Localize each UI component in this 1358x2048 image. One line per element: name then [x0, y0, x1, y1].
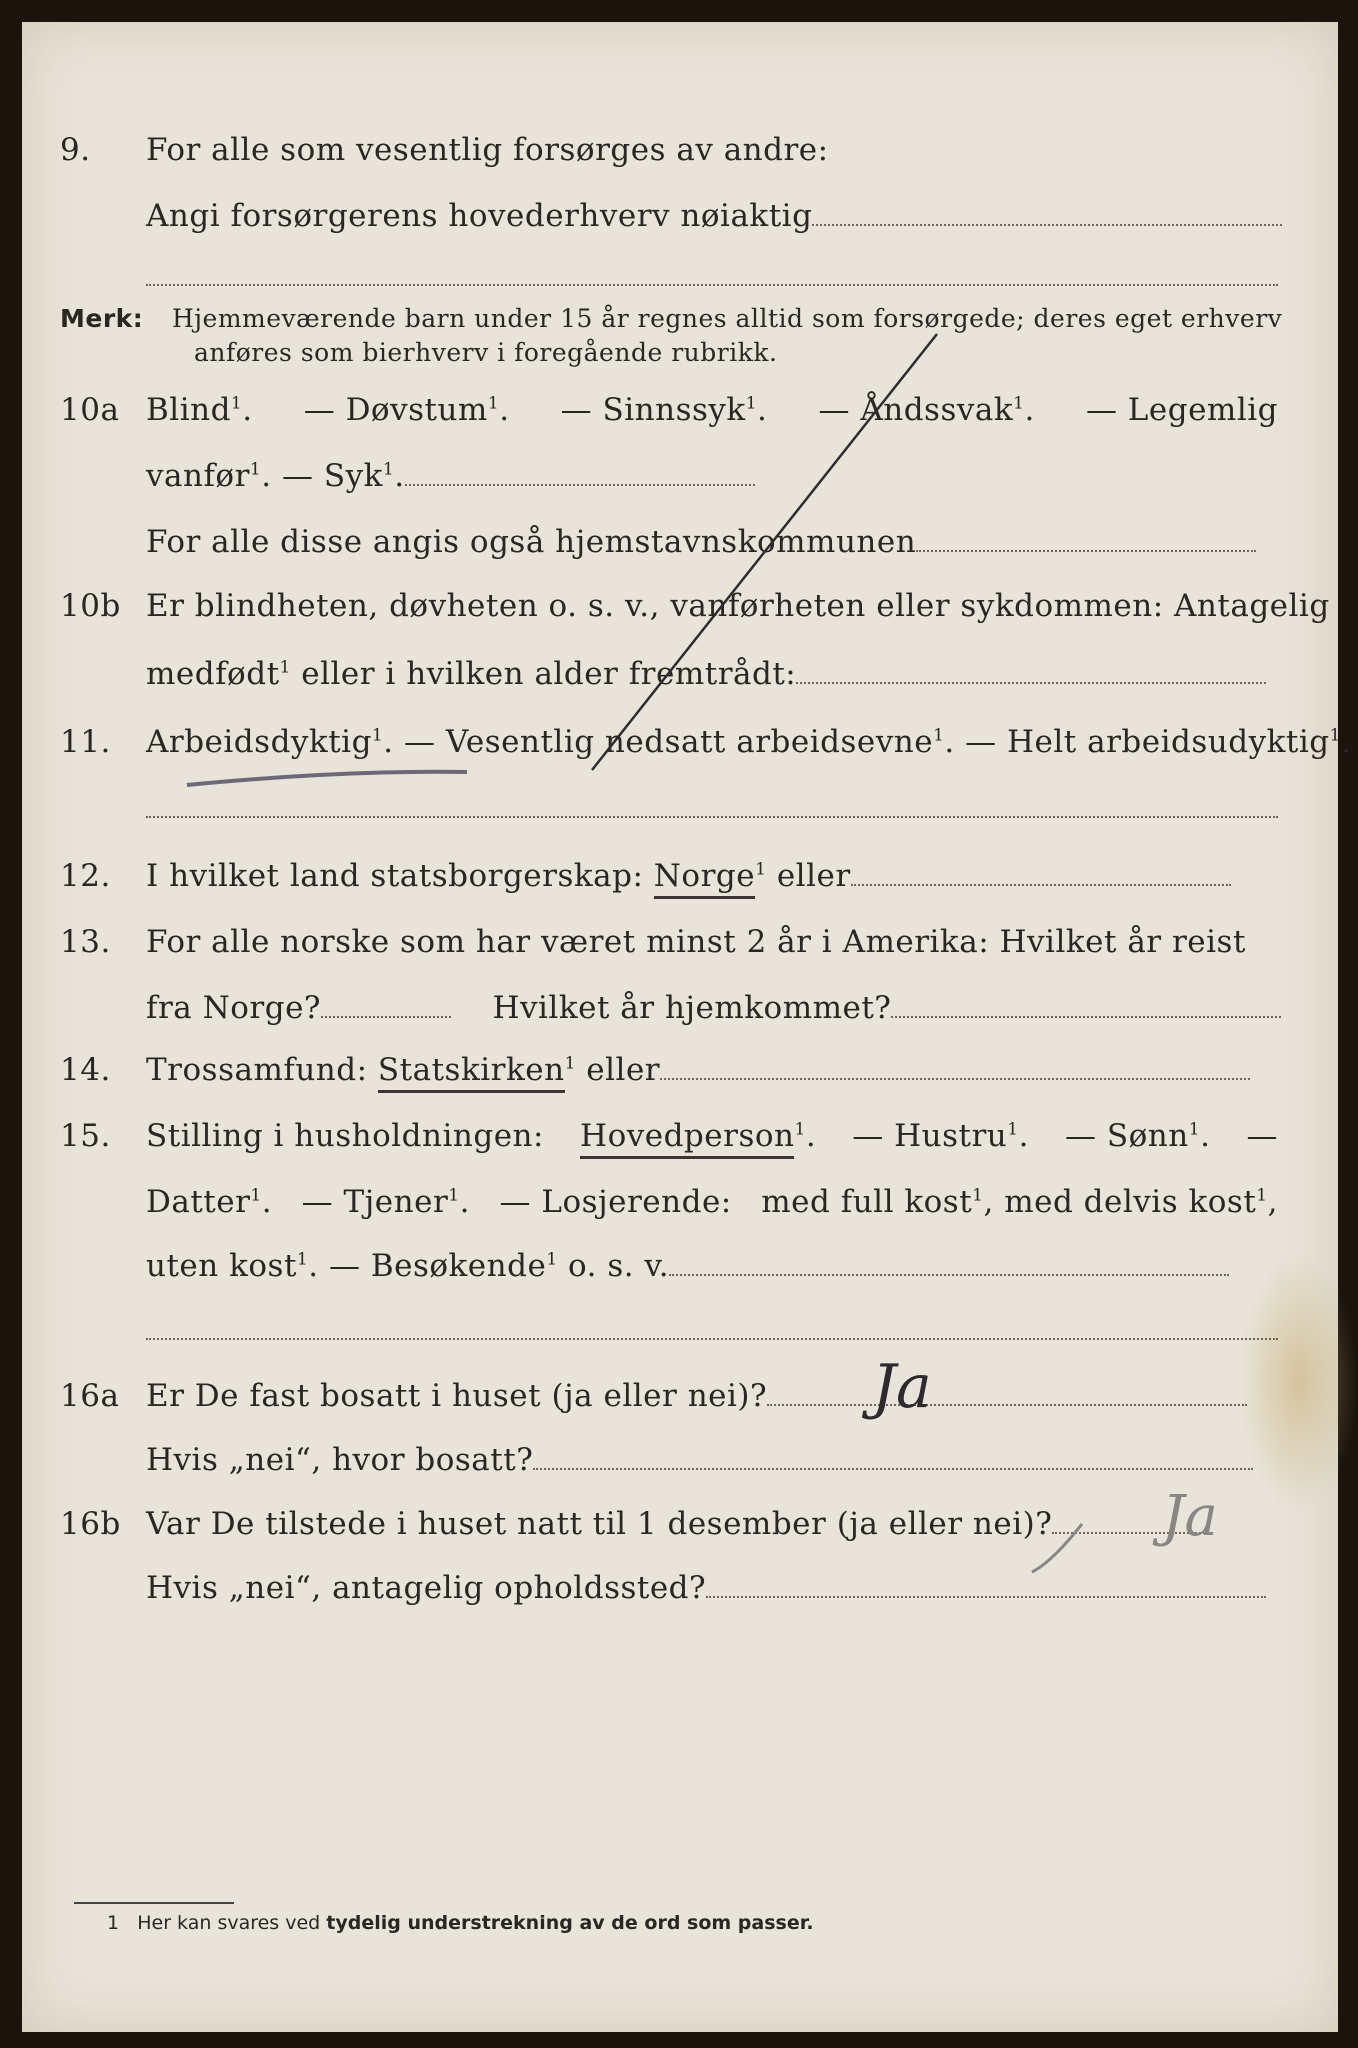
- note-text-1: Hjemmeværende barn under 15 år regnes alltid som forsørgede; deres eget erhverv: [172, 304, 1283, 333]
- question-9-text: For alle som vesentlig forsørges av andre:: [146, 132, 829, 168]
- option-udyktig: — Helt arbeidsudyktig: [965, 724, 1330, 760]
- footnote-mark: 1: [107, 1912, 120, 1934]
- question-12-line: 12. I hvilket land statsborgerskap: Norge$^1$ eller: [22, 858, 1338, 918]
- option-medfodt: medfødt: [146, 656, 280, 692]
- option-statskirken: Statskirken: [378, 1052, 565, 1093]
- question-16b-number: 16b: [60, 1506, 121, 1542]
- question-10a-line1: 10a Blind$^1$. — Døvstum$^1$. — Sinnssyk$^1$. — Åndssvak$^1$. — Legemlig: [60, 392, 1278, 428]
- option-legemlig: — Legemlig: [1085, 392, 1278, 428]
- question-10a-number: 10a: [60, 392, 120, 428]
- hjemkommet-prompt: Hvilket år hjemkommet?: [492, 990, 892, 1026]
- handwritten-answer-16b: Ja: [1162, 1484, 1218, 1549]
- bosatt-prompt: Hvis „nei“, hvor bosatt?: [146, 1442, 534, 1478]
- footnote-text: Her kan svares ved: [137, 1912, 321, 1934]
- question-10b-line2: medfødt$^1$ eller i hvilken alder fremtrådt:: [22, 656, 1338, 716]
- option-nedsatt: — Vesentlig nedsatt arbeidsevne: [403, 724, 934, 760]
- hjemstavn-prompt: For alle disse angis også hjemstavnskommunen: [146, 524, 917, 560]
- question-10b-number: 10b: [60, 588, 121, 624]
- question-15-line2: Datter$^1$. — Tjener$^1$. — Losjerende: med full kost$^1$, med delvis kost$^1$,: [146, 1184, 1278, 1220]
- question-14-line: 14. Trossamfund: Statskirken$^1$ eller: [22, 1052, 1338, 1112]
- option-losjerende: — Losjerende:: [499, 1184, 732, 1220]
- question-10a-line2: vanfør$^1$. — Syk$^1$.: [22, 458, 1338, 518]
- note-text-2: anføres som bierhverv i foregående rubrikk.: [194, 338, 778, 367]
- question-15-text: Stilling i husholdningen:: [146, 1118, 544, 1154]
- question-15-line3: uten kost$^1$. — Besøkende$^1$ o. s. v.: [22, 1248, 1338, 1308]
- footnote-bold-text: tydelig understrekning av de ord som passer.: [326, 1912, 814, 1934]
- option-full-kost: med full kost: [761, 1184, 973, 1220]
- option-blind: Blind: [146, 392, 231, 428]
- option-andssvak: — Åndssvak: [818, 392, 1014, 428]
- question-13-number: 13.: [60, 924, 111, 960]
- census-form-page: [22, 22, 1352, 2032]
- note-label: Merk:: [60, 304, 144, 333]
- question-15-number: 15.: [60, 1118, 111, 1154]
- option-sonn: — Sønn: [1065, 1118, 1189, 1154]
- question-14-text: Trossamfund:: [146, 1052, 368, 1088]
- option-vanfor: vanfør: [146, 458, 250, 494]
- question-10b-text: Er blindheten, døvheten o. s. v., vanførheten eller sykdommen: Antagelig: [146, 588, 1330, 624]
- reist-prompt: fra Norge?: [146, 990, 322, 1026]
- question-13-text: For alle norske som har været minst 2 år i Amerika: Hvilket år reist: [146, 924, 1246, 960]
- opholdssted-prompt: Hvis „nei“, antagelig opholdssted?: [146, 1570, 707, 1606]
- diagonal-strike-stroke: [592, 334, 937, 770]
- question-11-number: 11.: [60, 724, 111, 760]
- question-16b-text: Var De tilstede i huset natt til 1 desember (ja eller nei)?: [146, 1506, 1053, 1542]
- option-uten-kost: uten kost: [146, 1248, 297, 1284]
- option-arbeidsdyktig: Arbeidsdyktig: [146, 724, 372, 760]
- pen-strokes: [22, 22, 1352, 2032]
- option-norge: Norge: [654, 858, 755, 899]
- question-12-text: I hvilket land statsborgerskap:: [146, 858, 644, 894]
- question-15-line1: 15. Stilling i husholdningen: Hovedperson$^1$. — Hustru$^1$. — Sønn$^1$. —: [22, 1118, 1338, 1178]
- alder-prompt: eller i hvilken alder fremtrådt:: [301, 656, 797, 692]
- question-9-number: 9.: [60, 132, 91, 168]
- option-datter: Datter: [146, 1184, 251, 1220]
- question-12-number: 12.: [60, 858, 111, 894]
- option-tjener: — Tjener: [301, 1184, 449, 1220]
- option-dovstum: — Døvstum: [303, 392, 488, 428]
- question-9-prompt: Angi forsørgerens hovederhverv nøiaktig: [146, 198, 813, 234]
- option-sinnssyk: — Sinnssyk: [560, 392, 746, 428]
- question-16a-number: 16a: [60, 1378, 120, 1414]
- question-11-line: 11. Arbeidsdyktig$^1$. — Vesentlig nedsatt arbeidsevne$^1$. — Helt arbeidsudyktig$^1$.: [60, 724, 1352, 760]
- question-16a-text: Er De fast bosatt i huset (ja eller nei)?: [146, 1378, 768, 1414]
- option-delvis-kost: , med delvis kost: [983, 1184, 1257, 1220]
- faint-mark-stroke: [1032, 1524, 1082, 1572]
- option-syk: — Syk: [281, 458, 383, 494]
- option-besokende: — Besøkende: [328, 1248, 547, 1284]
- question-14-number: 14.: [60, 1052, 111, 1088]
- handwritten-answer-16a: Ja: [872, 1352, 932, 1422]
- option-hustru: — Hustru: [852, 1118, 1008, 1154]
- option-hovedperson: Hovedperson: [580, 1118, 794, 1159]
- underline-stroke: [187, 772, 467, 785]
